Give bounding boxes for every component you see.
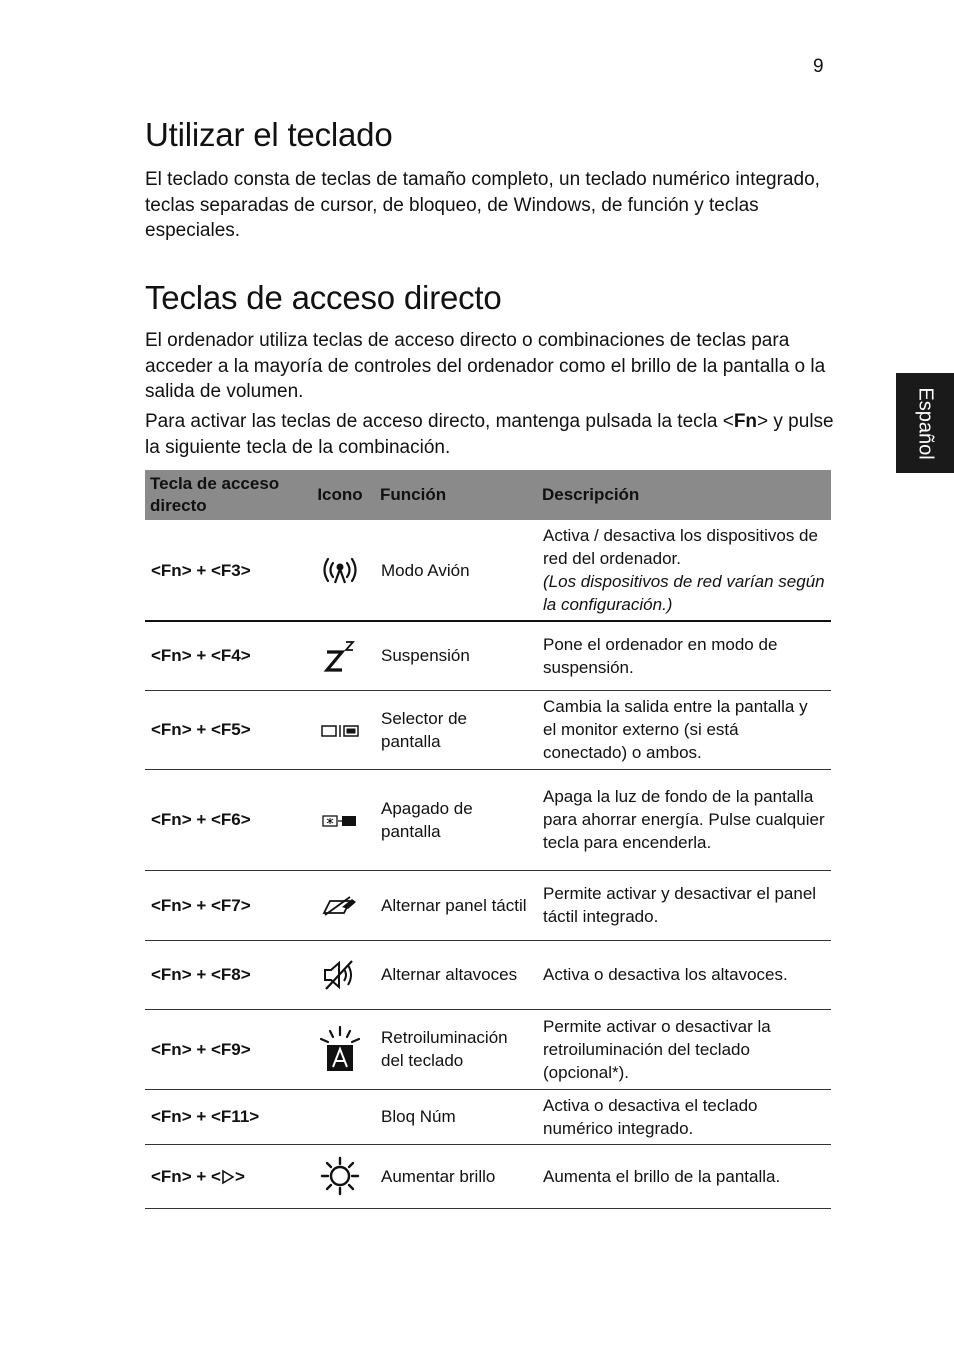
row-description: Permite activar y desactivar el panel táctil integrado. bbox=[537, 870, 831, 940]
row-description: Activa / desactiva los dispositivos de red del ordenador. bbox=[543, 526, 818, 568]
table-row bbox=[145, 690, 831, 769]
row-key-before: <Fn> + < bbox=[151, 1166, 221, 1186]
table-row bbox=[145, 1009, 831, 1089]
language-tab bbox=[896, 373, 954, 473]
touchpad-toggle-icon bbox=[320, 893, 360, 917]
table-row bbox=[145, 621, 831, 690]
keyboard-backlight-icon bbox=[318, 1025, 362, 1073]
row-function: Apagado de pantalla bbox=[375, 769, 537, 870]
speaker-mute-icon bbox=[320, 958, 360, 992]
row-icon-empty bbox=[305, 1089, 375, 1144]
table-row bbox=[145, 1089, 831, 1144]
keyboard-paragraph: El teclado consta de teclas de tamaño completo, un teclado numérico integrado, teclas separadas de cursor, de bloqueo, de Windows, de función y teclas especiales. bbox=[145, 169, 820, 241]
table-row bbox=[145, 769, 831, 870]
row-description: Aumenta el brillo de la pantalla. bbox=[537, 1144, 831, 1208]
row-description: Activa o desactiva los altavoces. bbox=[537, 940, 831, 1009]
row-description: Apaga la luz de fondo de la pantalla para ahorrar energía. Pulse cualquier tecla para encenderla. bbox=[537, 769, 831, 870]
section-title-hotkeys: Teclas de acceso directo bbox=[145, 279, 502, 316]
table-header-row bbox=[145, 470, 831, 520]
row-description: Cambia la salida entre la pantalla y el monitor externo (si está conectado) o ambos. bbox=[537, 690, 831, 769]
page-number: 9 bbox=[813, 56, 824, 77]
table-row bbox=[145, 1144, 831, 1208]
row-key: <Fn> + <F8> bbox=[145, 940, 305, 1009]
table-row bbox=[145, 940, 831, 1009]
sleep-icon bbox=[322, 638, 358, 674]
row-key: <Fn> + <F4> bbox=[145, 621, 305, 690]
row-key: <Fn> + <F6> bbox=[145, 769, 305, 870]
row-key-after: > bbox=[234, 1166, 245, 1186]
header-key: Tecla de acceso directo bbox=[145, 470, 305, 520]
table-row bbox=[145, 520, 831, 621]
para2-before: Para activar las teclas de acceso directo, mantenga pulsada la tecla < bbox=[145, 411, 734, 432]
row-function: Retroiluminación del teclado bbox=[375, 1009, 537, 1089]
row-description: Permite activar o desactivar la retroiluminación del teclado (opcional*). bbox=[537, 1009, 831, 1089]
brightness-up-icon bbox=[320, 1156, 360, 1196]
row-function: Selector de pantalla bbox=[375, 690, 537, 769]
row-function: Suspensión bbox=[375, 621, 537, 690]
hotkeys-paragraph-2 bbox=[145, 409, 835, 460]
hotkey-table bbox=[145, 470, 831, 1209]
display-toggle-icon bbox=[320, 723, 360, 739]
row-function: Aumentar brillo bbox=[375, 1144, 537, 1208]
row-key: <Fn> + <F11> bbox=[145, 1089, 305, 1144]
wireless-icon bbox=[320, 555, 360, 585]
section-title-keyboard: Utilizar el teclado bbox=[145, 116, 393, 153]
row-function: Bloq Núm bbox=[375, 1089, 537, 1144]
para2-fn-key: Fn bbox=[733, 411, 758, 432]
row-function: Alternar altavoces bbox=[375, 940, 537, 1009]
header-function: Función bbox=[375, 470, 537, 520]
row-key: <Fn> + <F5> bbox=[145, 690, 305, 769]
row-description: Pone el ordenador en modo de suspensión. bbox=[537, 621, 831, 690]
row-key: <Fn> + <F7> bbox=[145, 870, 305, 940]
display-off-icon bbox=[320, 814, 360, 828]
right-arrow-key-icon bbox=[221, 1169, 235, 1185]
row-function: Alternar panel táctil bbox=[375, 870, 537, 940]
row-description: Activa o desactiva el teclado numérico integrado. bbox=[537, 1089, 831, 1144]
row-key bbox=[145, 1144, 305, 1208]
language-tab-label: Español bbox=[914, 386, 937, 460]
header-icon: Icono bbox=[305, 470, 375, 520]
row-key: <Fn> + <F9> bbox=[145, 1009, 305, 1089]
row-note: (Los dispositivos de red varían según la configuración.) bbox=[543, 572, 825, 614]
row-key: <Fn> + <F3> bbox=[145, 520, 305, 621]
para2-after: > y pulse la siguiente tecla de la combinación. bbox=[145, 411, 834, 458]
header-description: Descripción bbox=[537, 470, 831, 520]
row-function: Modo Avión bbox=[375, 520, 537, 621]
table-row bbox=[145, 870, 831, 940]
hotkeys-paragraph-1: El ordenador utiliza teclas de acceso directo o combinaciones de teclas para acceder a la mayoría de controles del ordenador como el brillo de la pantalla o la salida de volumen. bbox=[145, 330, 826, 402]
